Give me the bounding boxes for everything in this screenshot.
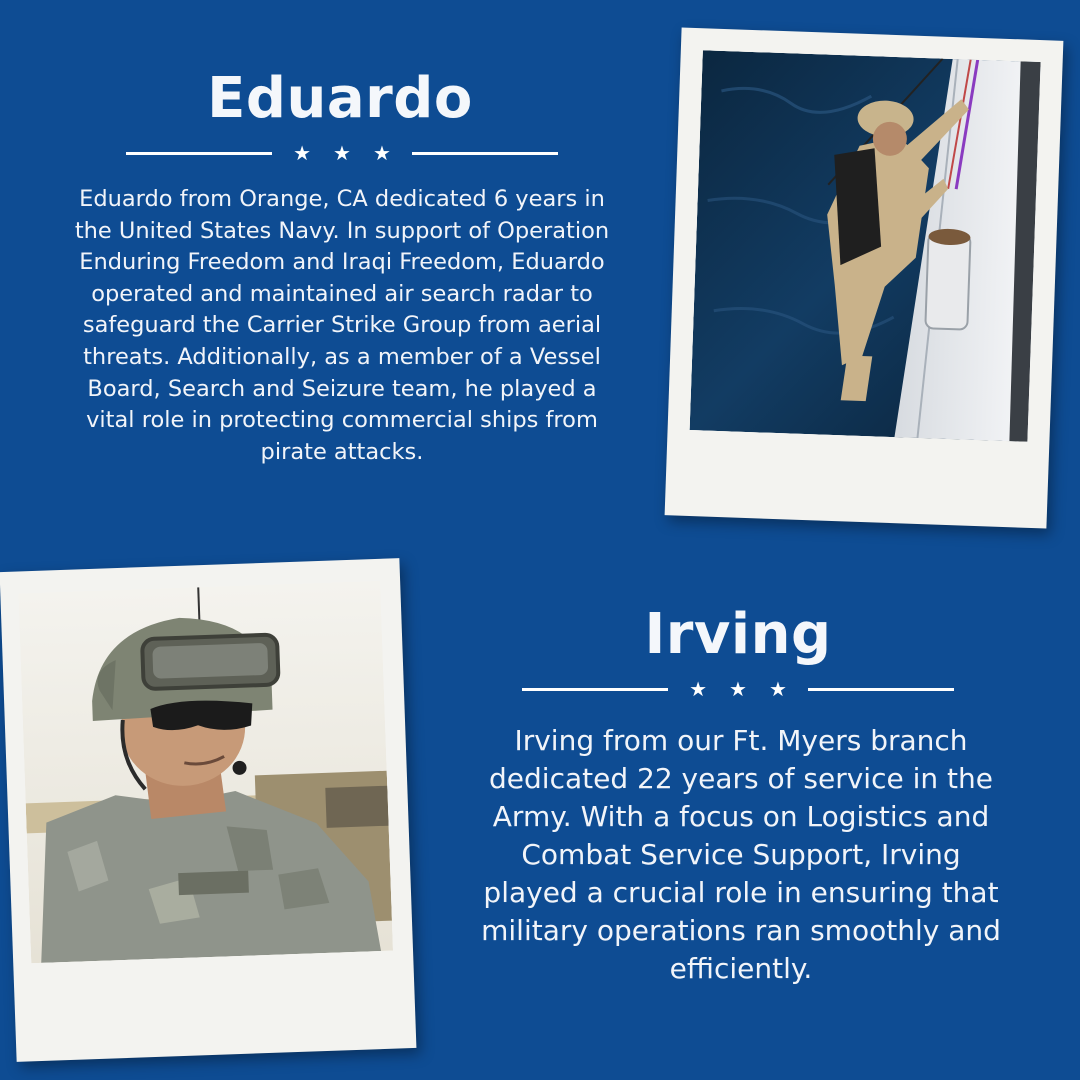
divider-stars [689, 679, 787, 699]
divider-line-right [412, 152, 558, 155]
star-icon: ★ [689, 677, 708, 701]
divider-line-right [808, 688, 954, 691]
divider-stars [293, 143, 391, 163]
irving-bio: Irving from our Ft. Myers branch dedicated 22 years of service in the Army. With a focus on Logistics and Combat Service Support, Irving played a crucial role in ensuring that military operations ran smoothly and efficiently. [481, 724, 1001, 985]
eduardo-photo [690, 50, 1041, 442]
eduardo-divider [126, 143, 558, 163]
irving-divider [522, 679, 954, 699]
irving-photo [18, 581, 393, 963]
star-icon: ★ [293, 141, 312, 165]
divider-line-left [126, 152, 272, 155]
divider-line-left [522, 688, 668, 691]
star-icon: ★ [372, 141, 391, 165]
star-icon: ★ [333, 141, 351, 165]
eduardo-photo-frame [665, 27, 1064, 528]
star-icon: ★ [768, 677, 787, 701]
eduardo-name-heading: Eduardo [207, 66, 473, 131]
eduardo-bio: Eduardo from Orange, CA dedicated 6 years in the United States Navy. In support of Operation Enduring Freedom and Iraqi Freedom, Eduardo operated and maintained air search radar to safeguard the Carrier Strike Group from aerial threats. Additionally, as a member of a Vessel Board, Search and Seizure team, he played a vital role in protecting commercial ships from pirate attacks. [74, 186, 610, 465]
star-icon: ★ [729, 677, 747, 701]
irving-photo-frame [0, 558, 416, 1062]
irving-name-heading: Irving [644, 602, 832, 667]
